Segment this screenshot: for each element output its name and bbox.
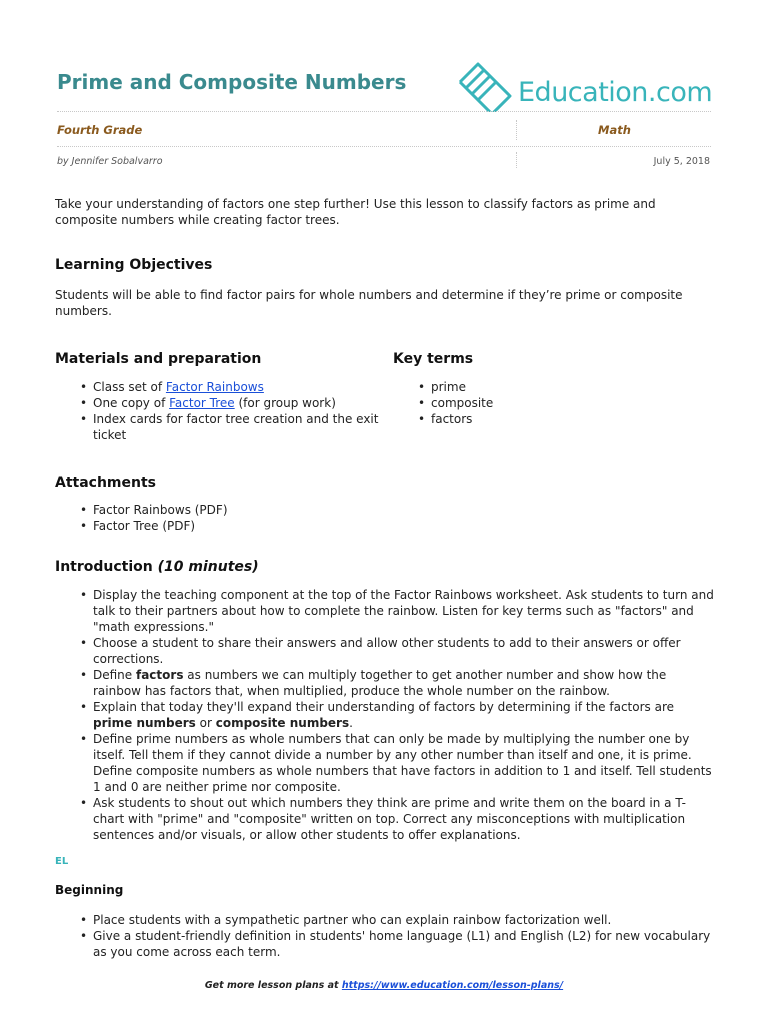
logo-wordmark: Education.com (518, 77, 713, 108)
list-item: • composite (393, 395, 693, 411)
list-item-text: Define (93, 668, 136, 682)
attachments-list (55, 502, 455, 534)
attachment-item[interactable]: • Factor Tree (PDF) (55, 518, 455, 534)
intro-paragraph: Take your understanding of factors one step further! Use this lesson to classify factors as prime and composite numbers while creating factor trees. (55, 197, 656, 227)
introduction-list (55, 587, 715, 843)
education-logo[interactable] (456, 56, 718, 112)
grade-label: Fourth Grade (57, 123, 143, 137)
list-item-text: or (195, 716, 216, 730)
key-terms-list (393, 379, 693, 427)
key-terms-heading: Key terms (393, 351, 474, 367)
list-item: • prime (393, 379, 693, 395)
beginning-heading: Beginning (55, 883, 124, 897)
list-item (55, 699, 715, 731)
el-label: EL (55, 856, 69, 867)
term-prime-numbers: prime numbers (93, 716, 196, 730)
list-item: • Define prime numbers as whole numbers that can only be made by multiplying the number one by itself. Tell them if they cannot divide a number by any other number than itself and one, it is prime. Define composite numbers as whole numbers that have factors in addition to 1 and itself. Tell students 1 and 0 are neither prime nor composite. (55, 731, 715, 795)
list-item: • Give a student-friendly definition in students' home language (L1) and English (L2) for new vocabulary as you come across each term. (55, 928, 715, 960)
footer-text: Get more lesson plans at (204, 980, 342, 991)
list-item: • Ask students to shout out which numbers they think are prime and write them on the board in a T-chart with "prime" and "composite" written on top. Correct any misconceptions with multiplication sentences and/or visuals, or allow other students to offer explanations. (55, 795, 715, 843)
list-item-text: (for group work) (234, 396, 336, 410)
attachments-heading: Attachments (55, 475, 157, 491)
list-item-text: . (349, 716, 353, 730)
term-factors: factors (135, 668, 184, 682)
materials-list (55, 379, 385, 443)
list-item: • factors (393, 411, 693, 427)
column-divider-2 (516, 152, 517, 168)
list-item: • Index cards for factor tree creation and the exit ticket (55, 411, 385, 443)
footer (0, 978, 768, 994)
factor-rainbows-link[interactable]: Factor Rainbows (165, 380, 264, 394)
introduction-duration: (10 minutes) (157, 559, 259, 575)
list-item: • Choose a student to share their answers and allow other students to add to their answers or offer corrections. (55, 635, 715, 667)
list-item (55, 395, 385, 411)
page-title: Prime and Composite Numbers (57, 70, 407, 94)
objectives-heading: Learning Objectives (55, 257, 213, 273)
date-label: July 5, 2018 (653, 156, 710, 167)
header-divider (57, 111, 711, 112)
list-item (55, 667, 715, 699)
introduction-title: Introduction (55, 559, 153, 575)
list-item-text: One copy of (93, 396, 170, 410)
column-divider (516, 120, 517, 140)
list-item: • Display the teaching component at the top of the Factor Rainbows worksheet. Ask students to turn and talk to their partners about how to complete the rainbow. Listen for key terms such as "factors" and "math expressions." (55, 587, 715, 635)
list-item-text: Explain that today they'll expand their understanding of factors by determining if the factors are (93, 700, 674, 714)
introduction-heading (55, 558, 259, 576)
subject-label: Math (598, 123, 631, 137)
materials-heading: Materials and preparation (55, 351, 262, 367)
term-composite-numbers: composite numbers (215, 716, 350, 730)
meta-divider (57, 146, 711, 147)
factor-tree-link[interactable]: Factor Tree (169, 396, 235, 410)
objectives-text: Students will be able to find factor pairs for whole numbers and determine if they’re prime or composite numbers. (55, 288, 683, 318)
author-label: by Jennifer Sobalvarro (57, 156, 163, 167)
logo-icon (456, 56, 514, 112)
lesson-plans-link[interactable]: https://www.education.com/lesson-plans/ (341, 980, 564, 991)
beginning-list (55, 912, 715, 960)
attachment-item[interactable]: • Factor Rainbows (PDF) (55, 502, 455, 518)
list-item-text: as numbers we can multiply together to get another number and show how the rainbow has factors that, when multiplied, produce the whole number on the rainbow. (93, 668, 667, 698)
list-item-text: Class set of (93, 380, 166, 394)
list-item (55, 379, 385, 395)
list-item: • Place students with a sympathetic partner who can explain rainbow factorization well. (55, 912, 715, 928)
